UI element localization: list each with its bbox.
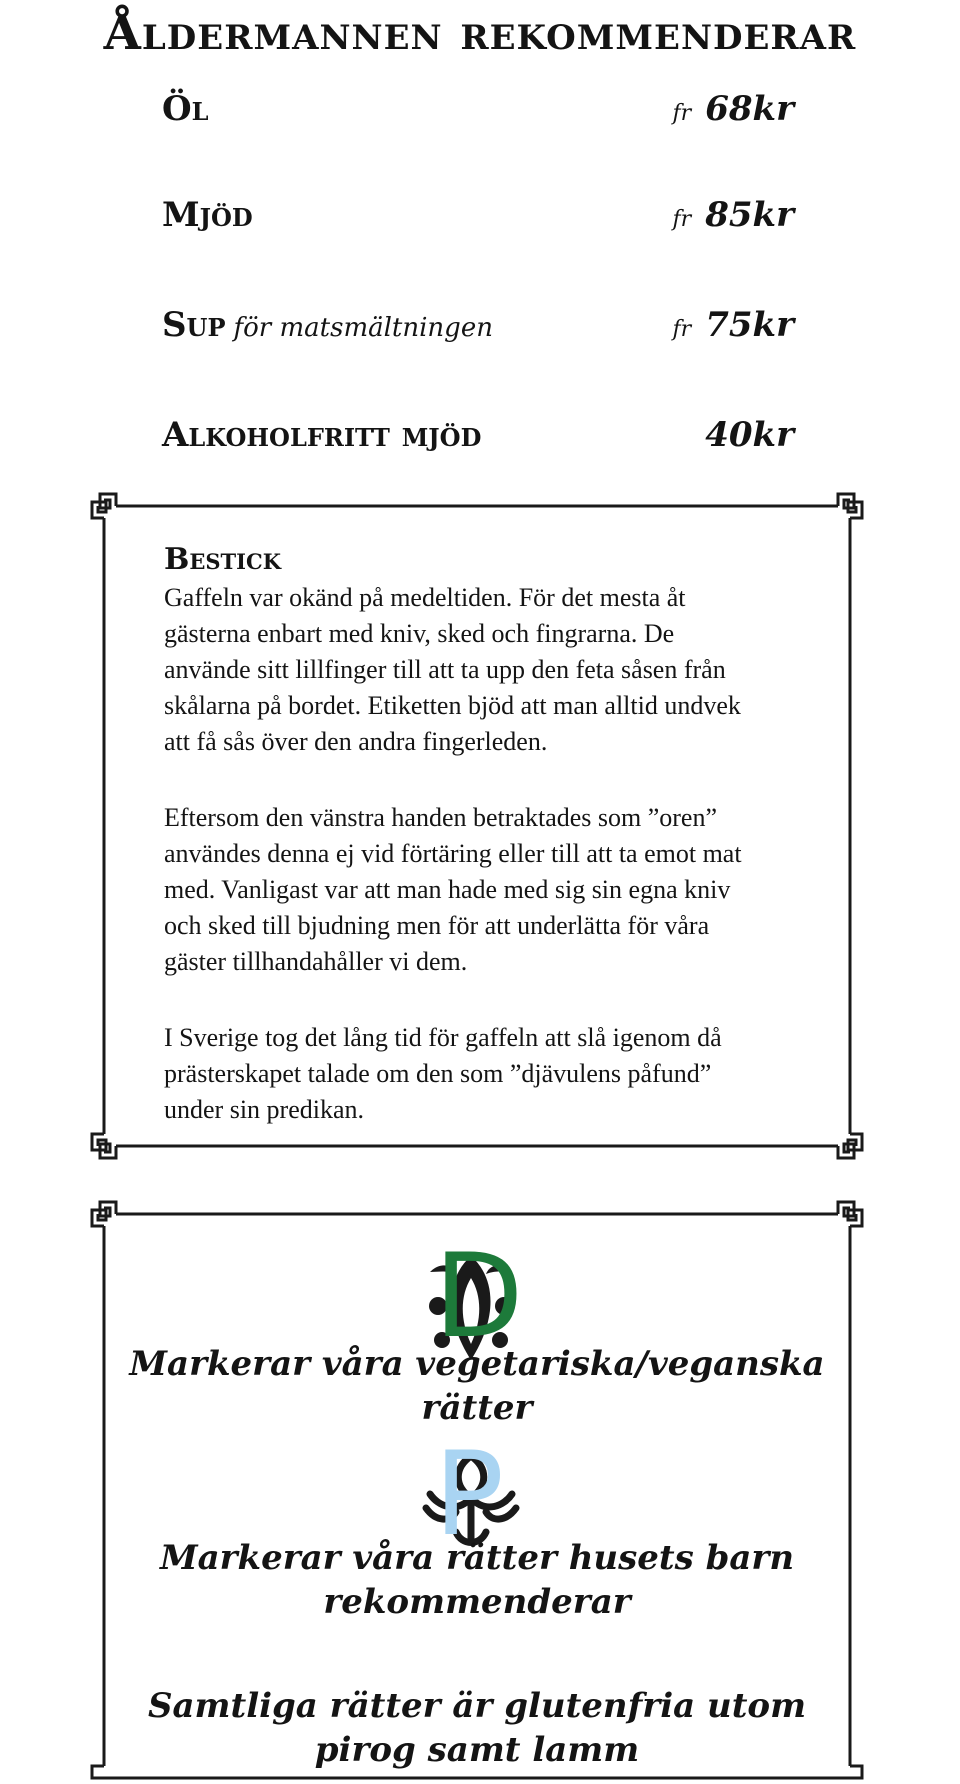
drink-row-alkoholfritt-mjod <box>162 410 794 460</box>
drink-note: för matsmältningen <box>233 313 493 343</box>
page-title: Åldermannen rekommenderar <box>103 5 857 61</box>
drink-name: Sup för matsmältningen <box>162 305 493 345</box>
drink-row-sup <box>162 300 794 350</box>
bestick-paragraph: Eftersom den vänstra handen betraktades som ”oren” användes denna ej vid förtäring eller till att ta emot mat med. Vanligast var att man hade med sig sin egna kniv och sked till bjudning men för att underlätta för våra gäster tillhandahåller vi dem. <box>164 803 742 976</box>
drink-row-ol <box>162 84 794 134</box>
price-prefix: fr <box>672 101 692 126</box>
drink-name: Mjöd <box>162 195 253 235</box>
drink-price: 40kr <box>705 415 794 455</box>
drink-price: fr 75kr <box>672 305 794 345</box>
price-prefix: fr <box>672 207 692 232</box>
legend-box <box>86 1196 868 1784</box>
kids-legend-text: Markerar våra rätter husets barn rekommenderar <box>159 1538 795 1622</box>
price-prefix: fr <box>672 317 692 342</box>
kids-letter: P <box>434 1427 504 1562</box>
drink-name: Alkoholfritt mjöd <box>162 415 482 455</box>
drink-row-mjod <box>162 190 794 240</box>
bestick-paragraph: I Sverige tog det lång tid för gaffeln att slå igenom då prästerskapet talade om den som ”djävulens påfund” under sin predikan. <box>164 1023 722 1124</box>
drink-name: Öl <box>162 89 209 129</box>
bestick-paragraph: Gaffeln var okänd på medeltiden. För det mesta åt gästerna enbart med kniv, sked och fingrarna. De använde sitt lillfinger till att ta upp den feta såsen från skålarna på bordet. Etiketten bjöd att man alltid undvek att få sås över den andra fingerleden. <box>164 583 741 756</box>
bestick-heading: Bestick <box>164 542 281 577</box>
drink-price: fr 85kr <box>672 195 794 235</box>
bestick-box <box>86 488 868 1164</box>
vegetarian-letter: D <box>434 1229 524 1364</box>
gluten-free-note: Samtliga rätter är glutenfria utom pirog samt lamm <box>147 1686 807 1770</box>
drink-price: fr 68kr <box>672 89 794 129</box>
vegetarian-legend-text: Markerar våra vegetariska/veganska rätter <box>129 1344 825 1428</box>
